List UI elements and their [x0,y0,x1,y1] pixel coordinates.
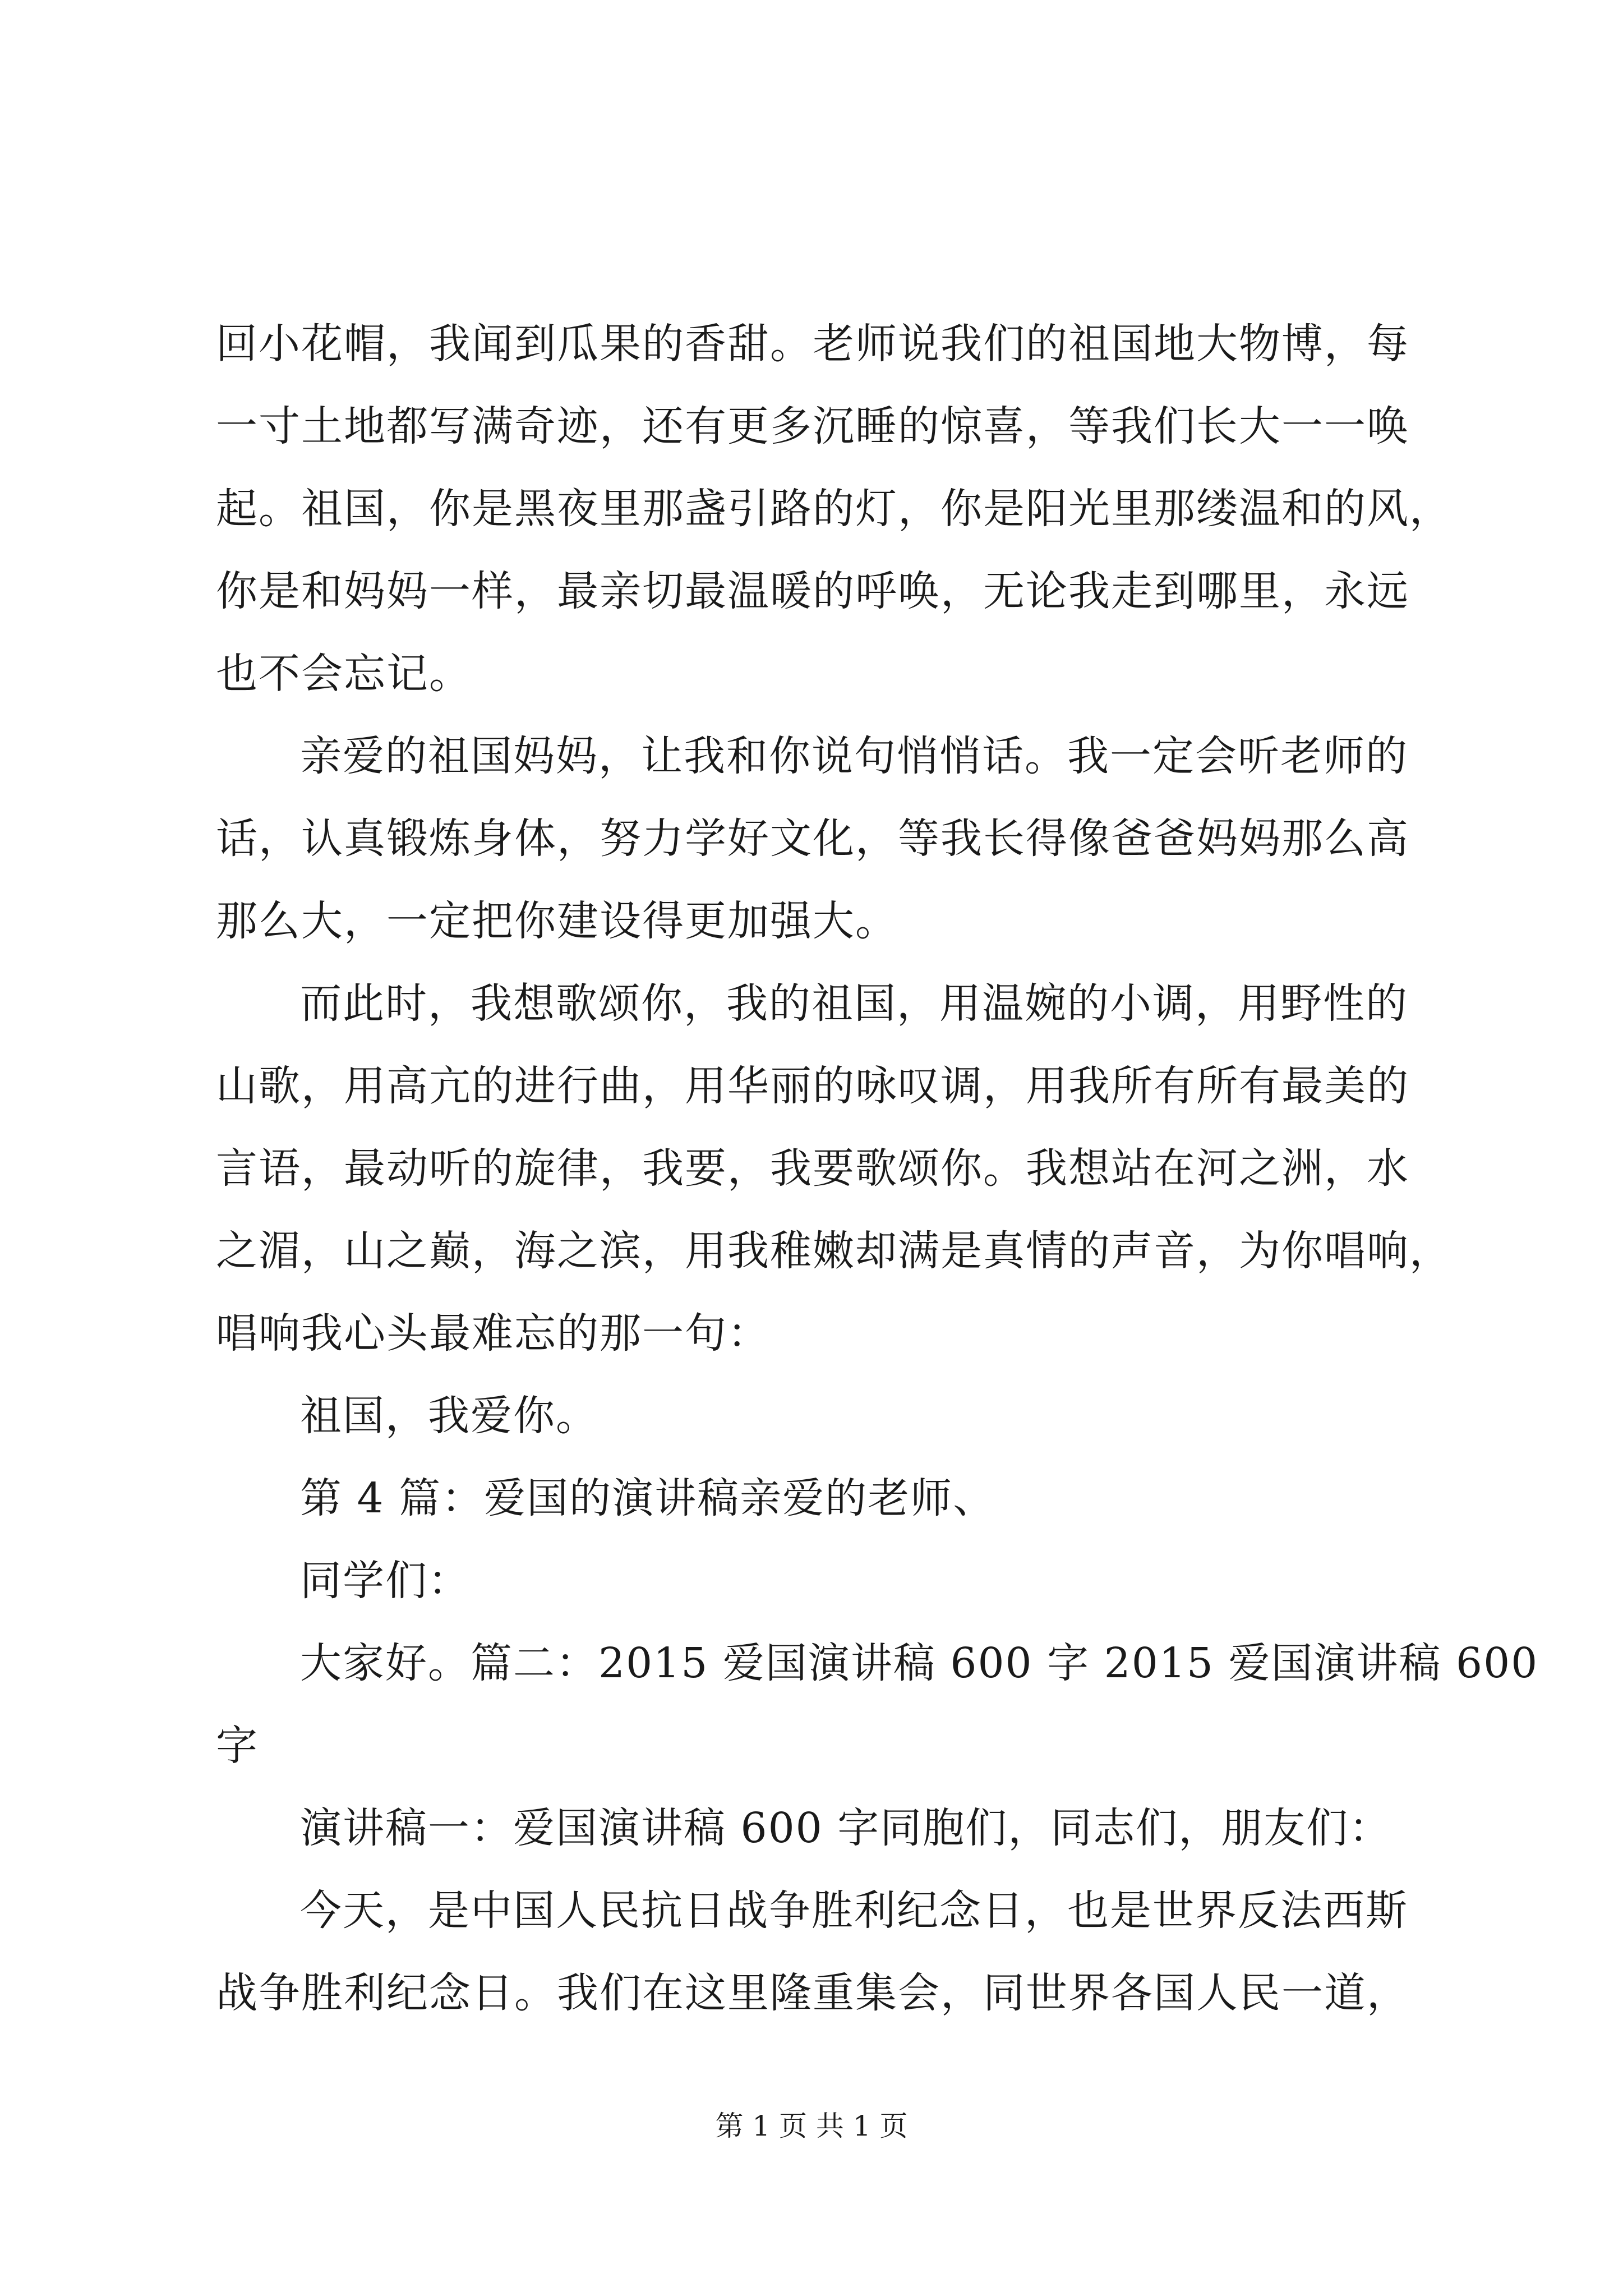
text-line: 而此时，我想歌颂你，我的祖国，用温婉的小调，用野性的 [300,979,1408,1028]
text-line: 回小花帽，我闻到瓜果的香甜。老师说我们的祖国地大物博，每 [216,320,1409,368]
text-line: 之湄，山之巅，海之滨，用我稚嫩却满是真情的声音，为你唱响， [216,1227,1452,1275]
text-line: 那么大，一定把你建设得更加强大。 [216,897,898,945]
text-line: 话，认真锻炼身体，努力学好文化，等我长得像爸爸妈妈那么高 [216,815,1409,863]
text-line: 字 [216,1722,259,1770]
text-line: 大家好。篇二：2015 爱国演讲稿 600 字 2015 爱国演讲稿 600 [300,1639,1539,1687]
text-line: 今天，是中国人民抗日战争胜利纪念日，也是世界反法西斯 [300,1887,1408,1935]
text-line: 起。祖国，你是黑夜里那盏引路的灯，你是阳光里那缕温和的风， [216,485,1452,533]
text-line: 第 4 篇：爱国的演讲稿亲爱的老师、 [300,1474,996,1522]
text-line: 也不会忘记。 [216,650,472,698]
text-line: 你是和妈妈一样，最亲切最温暖的呼唤，无论我走到哪里，永远 [216,567,1409,615]
page-footer: 第 1 页 共 1 页 [715,2110,908,2142]
text-line: 祖国，我爱你。 [300,1392,598,1440]
text-line: 山歌，用高亢的进行曲，用华丽的咏叹调，用我所有所有最美的 [216,1062,1409,1110]
text-line: 唱响我心头最难忘的那一句： [216,1309,770,1358]
text-line: 一寸土地都写满奇迹，还有更多沉睡的惊喜，等我们长大一一唤 [216,402,1409,450]
text-line: 同学们： [300,1557,471,1605]
text-line: 亲爱的祖国妈妈，让我和你说句悄悄话。我一定会听老师的 [300,732,1408,780]
text-line: 言语，最动听的旋律，我要，我要歌颂你。我想站在河之洲，水 [216,1144,1409,1193]
text-line: 演讲稿一：爱国演讲稿 600 字同胞们，同志们，朋友们： [300,1804,1392,1852]
document-body [216,303,1539,2035]
text-line: 战争胜利纪念日。我们在这里隆重集会，同世界各国人民一道， [216,1969,1409,2017]
